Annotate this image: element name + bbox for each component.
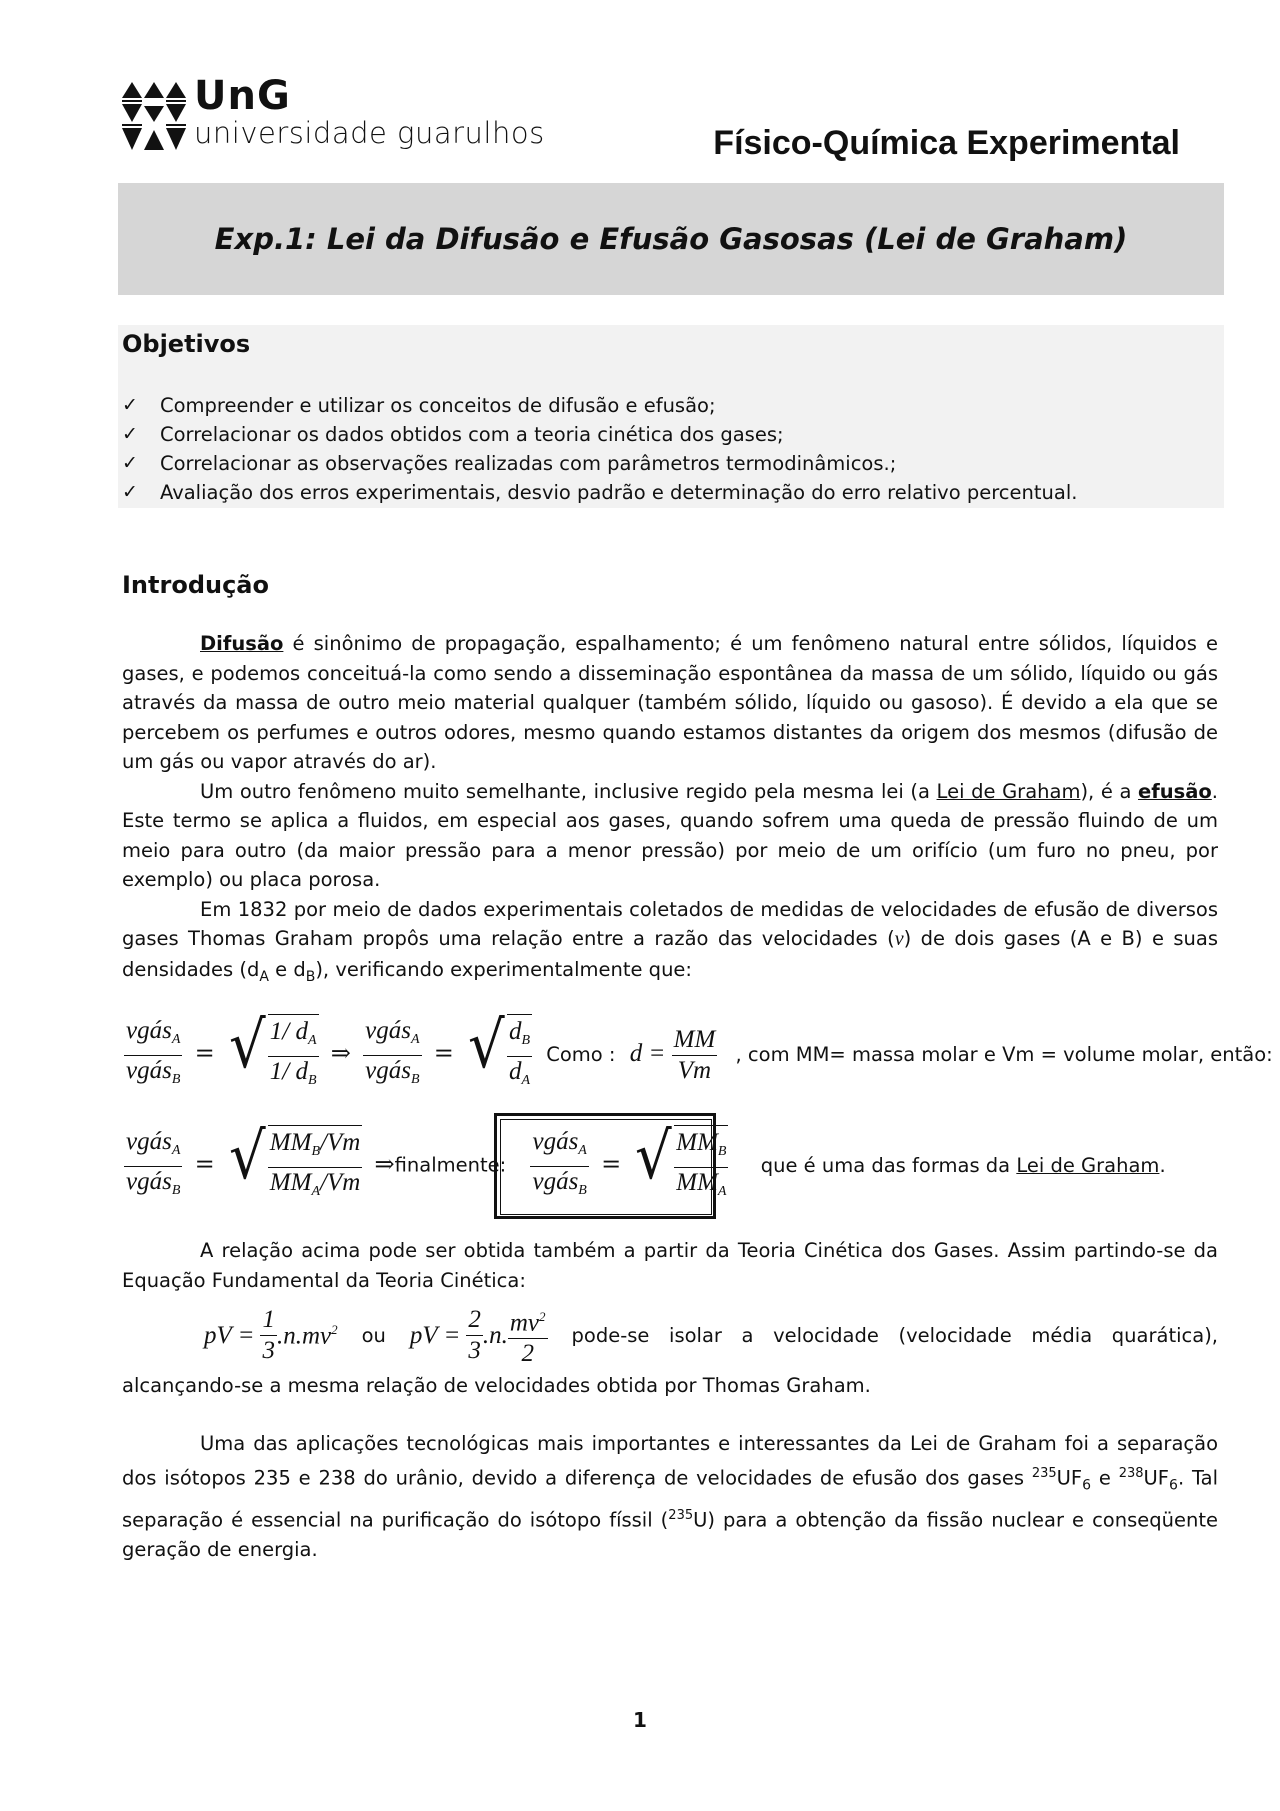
check-icon: ✓ [122, 423, 138, 445]
page-number: 1 [633, 1708, 647, 1732]
list-item: ✓ Correlacionar as observações realizadas com parâmetros termodinâmicos.; [122, 449, 1077, 478]
course-title: Físico-Química Experimental [713, 124, 1180, 162]
kinetic-theory-conclusion: alcançando-se a mesma relação de velocidades obtida por Thomas Graham. [122, 1374, 871, 1397]
experiment-banner [118, 183, 1224, 295]
list-item: ✓ Correlacionar os dados obtidos com a teoria cinética dos gases; [122, 420, 1077, 449]
graham-law-link: Lei de Graham [1016, 1153, 1160, 1177]
list-item: ✓ Avaliação dos erros experimentais, desvio padrão e determinação do erro relativo percentual. [122, 478, 1077, 507]
formula-molar-mass: $\frac{vgás_A}{vgás_B}$ = √ $\frac{MM_B/Vm}{MM_A/Vm}$ ⇒finalmente: $\frac{vgás_A}{vgás_B}$ = √ $\frac{MM_B}{MM_A}$ que é uma das formas da Lei de Graham. [124, 1125, 1166, 1207]
experiment-title: Exp.1: Lei da Difusão e Efusão Gasosas (Lei de Graham) [214, 222, 1128, 256]
introduction-heading: Introdução [122, 571, 269, 599]
paragraph-graham: Em 1832 por meio de dados experimentais coletados de medidas de velocidades de efusão de diversos gases Thomas Graham propôs uma relação entre a razão das velocidades (ν) de dois gases (A e B) e suas densidades ($d_A$ e $d_B$), verificando experimentalmente que: [122, 897, 1218, 985]
check-icon: ✓ [122, 394, 138, 416]
kinetic-theory-paragraph: A relação acima pode ser obtida também a partir da Teoria Cinética dos Gases. Assim partindo-se da Equação Fundamental da Teoria Cinética: [122, 1239, 1218, 1292]
intro-body [122, 629, 1218, 992]
objectives-list [122, 391, 1077, 507]
formula-density-ratio: $\frac{vgás_A}{vgás_B}$ = √ $\frac{1/ d_A}{1/ d_B}$ ⇒ $\frac{vgás_A}{vgás_B}$ = √ $\frac{d_B}{d_A}$ Como : d = $\frac{MM}{Vm}$ , com MM= massa molar e Vm = volume molar, então: [124, 1014, 1273, 1096]
graham-law-link: Lei de Graham [936, 779, 1081, 803]
logo-mark-icon [120, 76, 188, 154]
logo-name: UnG [194, 73, 291, 119]
objectives-heading: Objetivos [122, 330, 251, 358]
check-icon: ✓ [122, 481, 138, 503]
formula-kinetic: pV = $\frac{1}{3}$ $.n.mv^2$ ou pV = $\frac{2}{3}$ .n. $\frac{mv^2}{2}$ pode-se isolar a velocidade (velocidade média quarática), [204, 1302, 1218, 1369]
university-logo [120, 73, 545, 154]
paragraph-diffusion: Difusão é sinônimo de propagação, espalhamento; é um fenômeno natural entre sólidos, líquidos e gases, e podemos conceituá-la como sendo a disseminação espontânea da massa de um sólido, líquido ou gás através da massa de outro meio material qualquer (também sólido, líquido ou gasoso). É devido a ela que se percebem os perfumes e outros odores, mesmo quando estamos distantes da origem dos mesmos (difusão de um gás ou vapor através do ar). [122, 632, 1218, 773]
paragraph-effusion: Um outro fenômeno muito semelhante, inclusive regido pela mesma lei (a Lei de Graham), é a efusão. Este termo se aplica a fluidos, em especial aos gases, quando sofrem uma queda de pressão fluindo de um meio para outro (da maior pressão para a menor pressão) por meio de um orifício (um furo no pneu, por exemplo) ou placa porosa. [122, 779, 1218, 891]
list-item: ✓ Compreender e utilizar os conceitos de difusão e efusão; [122, 391, 1077, 420]
logo-subtitle: universidade guarulhos [194, 116, 545, 150]
check-icon: ✓ [122, 452, 138, 474]
uranium-paragraph: Uma das aplicações tecnológicas mais importantes e interessantes da Lei de Graham foi a separação dos isótopos 235 e 238 do urânio, devido a diferença de velocidades de efusão dos gases $^{235}UF_6$ e $^{238}UF_6$. Tal separação é essencial na purificação do isótopo físsil ($^{235}$U) para a obtenção da fissão nuclear e conseqüente geração de energia. [122, 1432, 1218, 1561]
